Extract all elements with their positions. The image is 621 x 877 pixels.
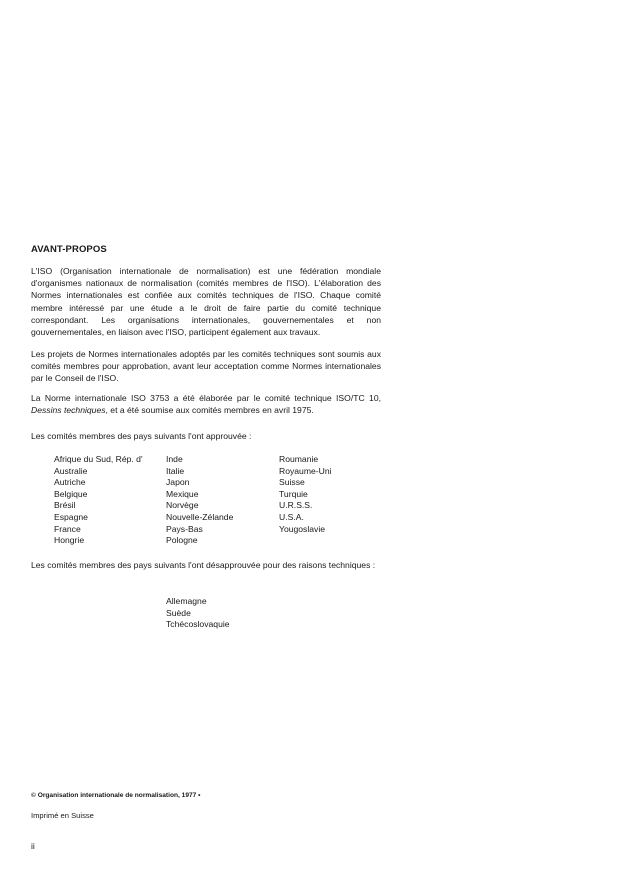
approved-countries-column-1 [54,454,143,547]
approved-countries-column-2 [166,454,233,547]
approved-country: Nouvelle-Zélande [166,511,234,522]
approved-country: Australie [54,465,88,476]
disapproved-country: Allemagne [166,596,207,606]
paragraph-approval-process: Les projets de Normes internationales adoptés par les comités techniques sont soumis aux comités membres pour approbation, avant leur acceptation comme Normes internationales par le Conseil de l'ISO. [31,349,381,384]
approved-country: Royaume-Uni [279,465,332,476]
approved-country: U.S.A. [279,511,304,522]
committee-title: Dessins techniques [31,405,106,416]
page-number: ii [31,841,35,851]
paragraph-standard-origin-start: La Norme internationale ISO 3753 a été élaborée par le comité technique ISO/TC 10, [31,393,381,403]
approved-country: Japon [166,477,190,488]
approved-intro: Les comités membres des pays suivants l'ont approuvée : [31,431,252,441]
approved-country: Pologne [166,535,198,546]
section-heading: AVANT-PROPOS [31,244,107,255]
approved-country: Suisse [279,477,305,488]
disapproved-countries-list [166,596,230,631]
paragraph-standard-origin [31,392,381,416]
paragraph-standard-origin-end: , et a été soumise aux comités membres en avril 1975. [105,405,314,416]
copyright-notice: © Organisation internationale de normalisation, 1977 • [31,792,201,799]
approved-country: Afrique du Sud, Rép. d' [54,454,143,464]
approved-countries-column-3 [279,454,332,535]
disapproved-country: Suède [166,607,191,618]
approved-country: Hongrie [54,535,85,546]
approved-country: Yougoslavie [279,523,326,534]
paragraph-iso-description: L'ISO (Organisation internationale de normalisation) est une fédération mondiale d'organismes nationaux de normalisation (comités membres de l'ISO). L'élaboration des Normes internationales est confiée aux comités techniques de l'ISO. Chaque comité membre intéressé par une étude a le droit de faire partie du comité technique correspondant. Les organisations internationales, gouvernementales et non gouvernementales, en liaison avec l'ISO, participent également aux travaux. [31,266,381,338]
approved-country: Pays-Bas [166,523,203,534]
approved-country: Norvège [166,500,199,511]
disapproved-intro: Les comités membres des pays suivants l'ont désapprouvée pour des raisons techniques : [31,560,376,570]
disapproved-country: Tchécoslovaquie [166,619,230,630]
approved-country: Italie [166,465,185,476]
approved-country: Autriche [54,477,86,488]
approved-country: U.R.S.S. [279,500,313,511]
approved-country: Mexique [166,488,199,499]
printed-in: Imprimé en Suisse [31,811,94,820]
approved-country: Inde [166,454,183,464]
approved-country: Belgique [54,488,88,499]
approved-country: Brésil [54,500,76,511]
approved-country: Roumanie [279,454,319,464]
approved-country: Espagne [54,511,88,522]
approved-country: France [54,523,81,534]
approved-country: Turquie [279,488,308,499]
